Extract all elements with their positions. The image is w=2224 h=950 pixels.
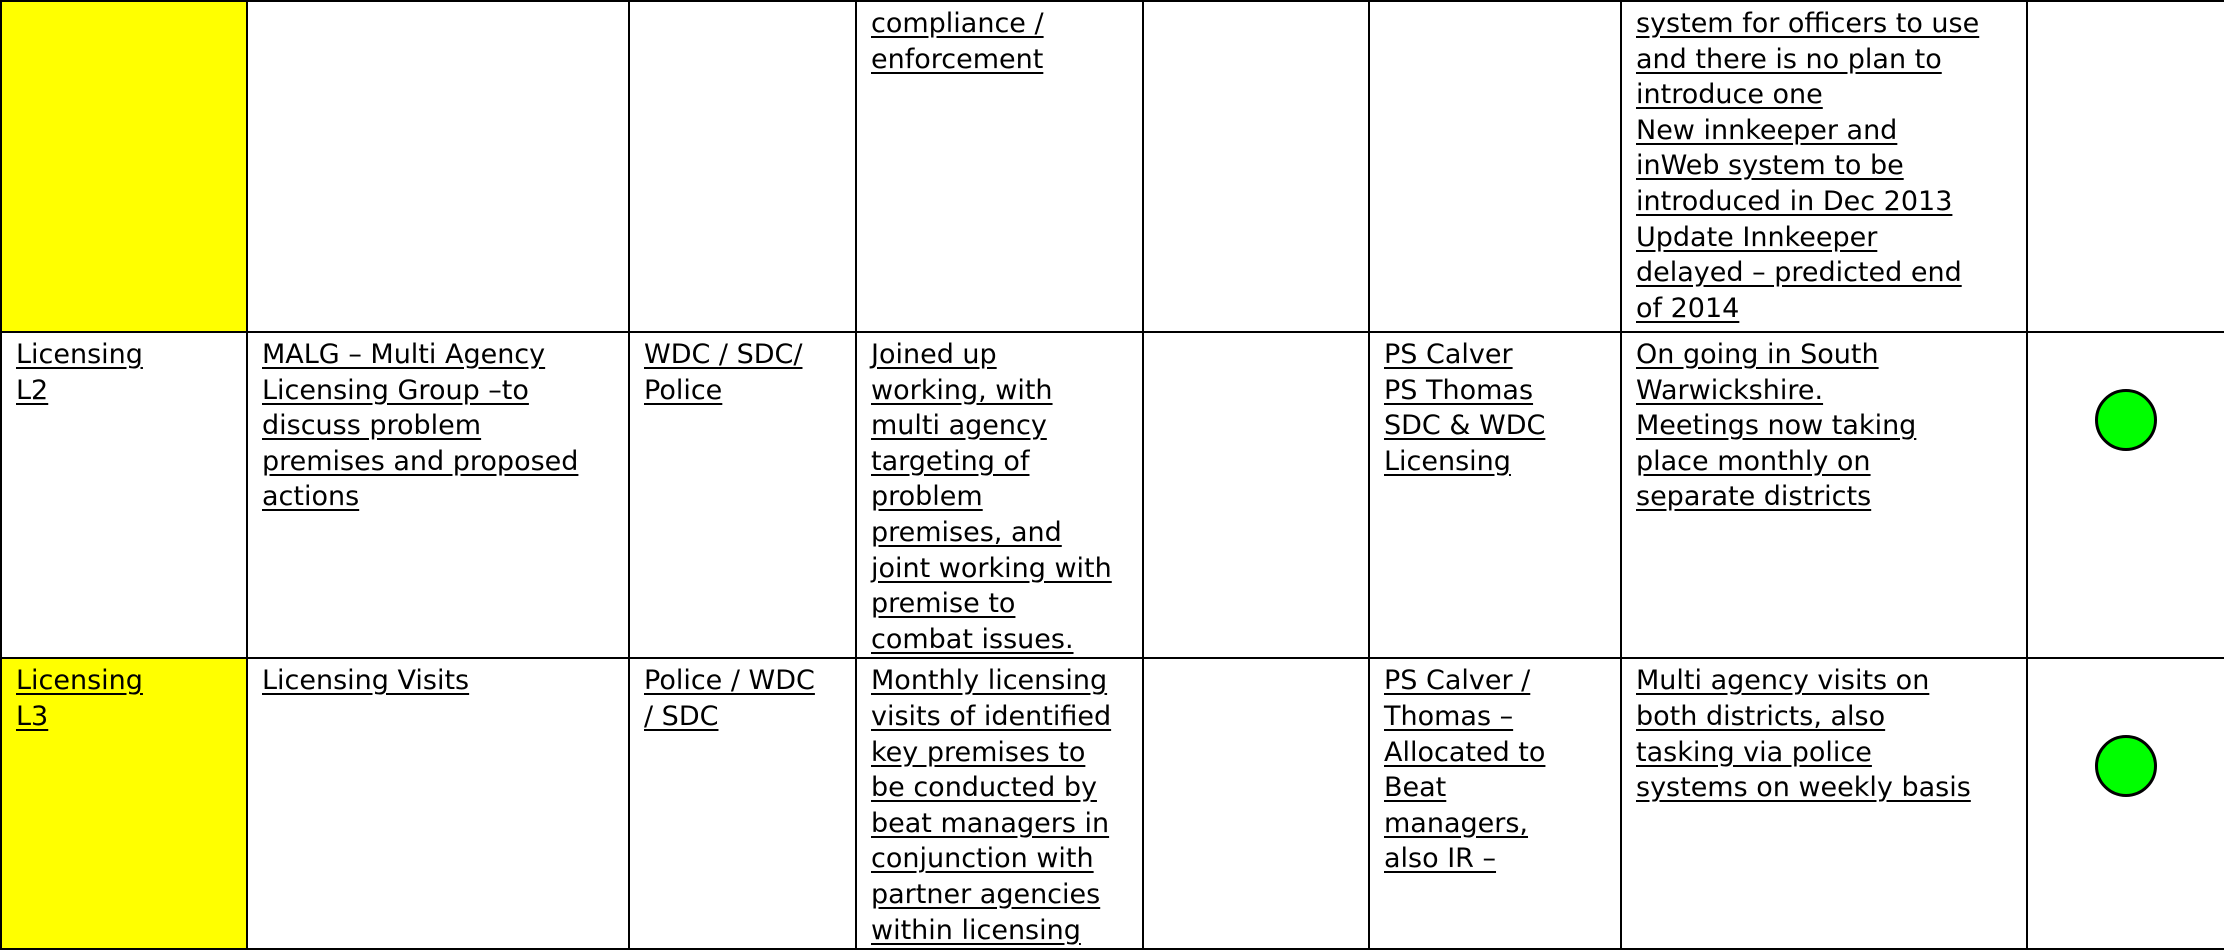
outcome-line: working, with: [871, 374, 1053, 406]
lead-cell: [1369, 658, 1621, 949]
outcome-line: beat managers in: [871, 807, 1110, 839]
progress-cell: [1621, 658, 2027, 949]
progress-cell: [1621, 332, 2027, 658]
status-cell: [2027, 1, 2224, 332]
progress-line: inWeb system to be: [1636, 150, 1904, 182]
outcome-line: premises, and: [871, 516, 1062, 548]
progress-line: delayed – predicted end: [1636, 257, 1962, 289]
partner-line: Police / WDC: [644, 665, 815, 697]
action-line: MALG – Multi Agency: [262, 339, 546, 370]
progress-line: Meetings now taking: [1636, 410, 1917, 442]
outcome-line: be conducted by: [871, 772, 1097, 804]
timescale-cell: [1143, 332, 1369, 658]
progress-line: introduced in Dec 2013: [1636, 185, 1953, 217]
outcome-line: targeting of: [871, 445, 1030, 477]
partner-line: WDC / SDC/: [644, 339, 803, 370]
ref-cell: [1, 332, 247, 658]
action-line: Licensing Group –to: [262, 374, 529, 406]
outcome-line: compliance /: [871, 8, 1044, 39]
progress-line: New innkeeper and: [1636, 114, 1898, 146]
outcome-line: key premises to: [871, 736, 1086, 768]
ref-line: L2: [16, 374, 49, 406]
outcome-line: within licensing: [871, 914, 1081, 946]
lead-line: Thomas –: [1384, 700, 1514, 732]
lead-line: PS Thomas: [1384, 374, 1534, 406]
action-line: Licensing Visits: [262, 665, 470, 697]
lead-line: managers,: [1384, 807, 1529, 839]
progress-line: system for officers to use: [1636, 8, 1980, 39]
progress-line: tasking via police: [1636, 736, 1872, 768]
outcome-cell: [856, 658, 1143, 949]
progress-line: place monthly on: [1636, 445, 1871, 477]
outcome-line: enforcement: [871, 43, 1044, 75]
action-line: premises and proposed: [262, 445, 579, 477]
timescale-cell: [1143, 658, 1369, 949]
outcome-line: premise to: [871, 588, 1016, 620]
outcome-cell: [856, 332, 1143, 658]
green-status-indicator: [2095, 735, 2157, 797]
ref-line: Licensing: [16, 665, 143, 697]
partner-line: / SDC: [644, 700, 719, 732]
table-row: [1, 658, 2224, 949]
ref-cell: [1, 658, 247, 949]
progress-line: systems on weekly basis: [1636, 772, 1971, 804]
partner-cell: [629, 658, 856, 949]
status-cell: [2027, 658, 2224, 949]
progress-line: of 2014: [1636, 292, 1740, 324]
progress-line: Multi agency visits on: [1636, 665, 1930, 697]
ref-line: Licensing: [16, 339, 143, 370]
lead-line: also IR –: [1384, 843, 1497, 875]
lead-cell: [1369, 1, 1621, 332]
progress-line: Update Innkeeper: [1636, 221, 1878, 253]
table-row: [1, 1, 2224, 332]
outcome-line: conjunction with: [871, 843, 1094, 875]
partner-line: Police: [644, 374, 723, 406]
progress-line: Warwickshire.: [1636, 374, 1824, 406]
outcome-line: multi agency: [871, 410, 1047, 442]
partner-cell: [629, 1, 856, 332]
lead-line: PS Calver: [1384, 339, 1513, 370]
lead-line: SDC & WDC: [1384, 410, 1546, 442]
action-cell: [247, 1, 629, 332]
progress-line: and there is no plan to: [1636, 43, 1942, 75]
progress-line: On going in South: [1636, 339, 1879, 370]
action-line: actions: [262, 481, 360, 513]
outcome-line: partner agencies: [871, 878, 1101, 910]
table-row: [1, 332, 2224, 658]
outcome-cell: [856, 1, 1143, 332]
lead-line: PS Calver /: [1384, 665, 1531, 697]
outcome-line: Monthly licensing: [871, 665, 1108, 697]
action-cell: [247, 658, 629, 949]
lead-line: Allocated to: [1384, 736, 1546, 768]
green-status-indicator: [2095, 389, 2157, 451]
action-cell: [247, 332, 629, 658]
ref-cell: [1, 1, 247, 332]
timescale-cell: [1143, 1, 1369, 332]
action-line: discuss problem: [262, 410, 482, 442]
lead-line: Licensing: [1384, 445, 1511, 477]
progress-line: both districts, also: [1636, 700, 1886, 732]
progress-line: introduce one: [1636, 79, 1823, 111]
progress-line: separate districts: [1636, 481, 1872, 513]
outcome-line: problem: [871, 481, 983, 513]
ref-line: L3: [16, 700, 49, 732]
outcome-line: joint working with: [871, 552, 1112, 584]
outcome-line: combat issues.: [871, 623, 1074, 655]
lead-line: Beat: [1384, 772, 1447, 804]
progress-cell: [1621, 1, 2027, 332]
outcome-line: visits of identified: [871, 700, 1112, 732]
status-cell: [2027, 332, 2224, 658]
lead-cell: [1369, 332, 1621, 658]
partner-cell: [629, 332, 856, 658]
outcome-line: Joined up: [871, 339, 997, 370]
